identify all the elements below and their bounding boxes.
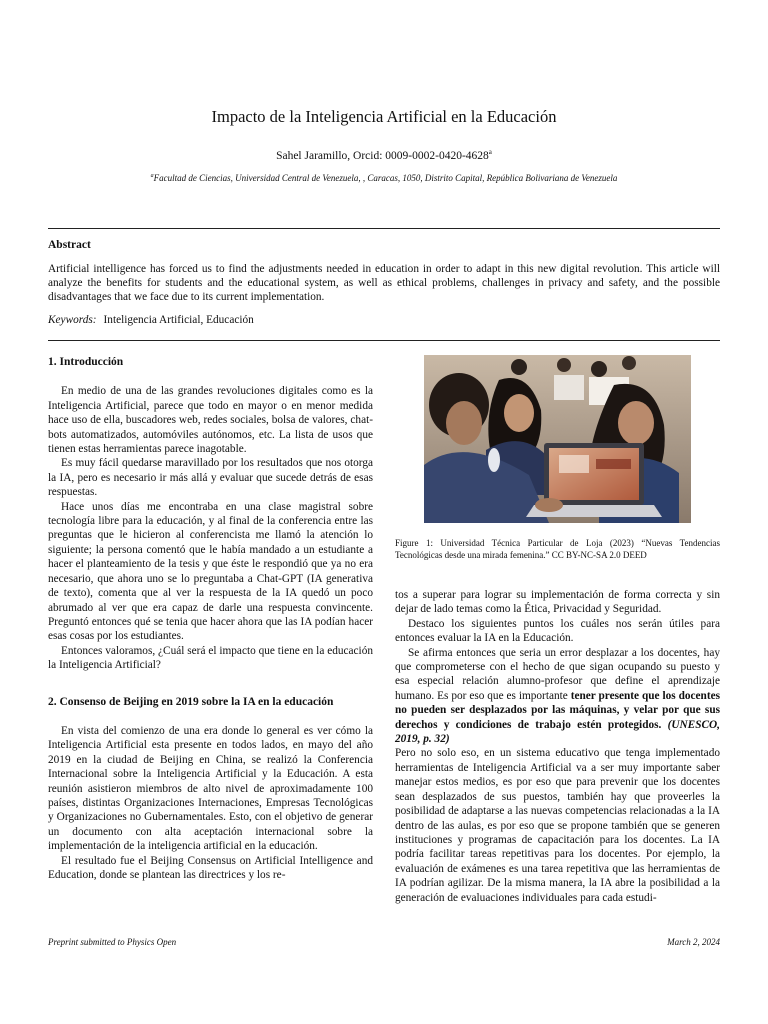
paragraph-text: Se afirma entonces que seria un error desplazar a los docentes, hay que comprometerse con el hecho de que sigan ocupando su puesto y esa especial relación alumno-profesor que define el aprendizaje humano. Es por eso que es importante bbox=[395, 646, 720, 702]
author-name: Sahel Jaramillo, Orcid: 0009-0002-0420-4628 bbox=[276, 149, 489, 162]
affiliation-superscript: a bbox=[150, 173, 154, 179]
paragraph: El resultado fue el Beijing Consensus on Artificial Intelligence and Education, donde se plantean las directrices y los re- bbox=[48, 854, 373, 881]
paragraph: En vista del comienzo de una era donde lo general es ver cómo la Inteligencia Artificial esta presente en todos lados, en mayo del año 2019 en la ciudad de Beijing en China, se realizó la Conferencia Internacional sobre la Inteligencia Artificial y la Educación. A esta reunión asistieron miembros de alto nivel de aproximadamente 100 países, distintas Organizaciones Internaciones, Empresas Tecnológicas y Organizaciones no Gubernamentales. Esto, con el objetivo de generar un documento con alta aceptación internacional sobre la implementación de la inteligencia artificial en la educación. bbox=[48, 724, 373, 853]
section-heading-beijing: 2. Consenso de Beijing en 2019 sobre la IA en la educación bbox=[48, 695, 334, 708]
keywords-text: Inteligencia Artificial, Educación bbox=[103, 314, 254, 326]
abstract-text: Artificial intelligence has forced us to find the adjustments needed in education in order to adapt in this new digital revolution. This article will analyze the benefits for students and the educational system, as well as ethical problems, challenges in privacy and safety, and the possible disadvantages that we face due to its current implementation. bbox=[48, 263, 720, 304]
paragraph: Es muy fácil quedarse maravillado por los resultados que nos otorga la IA, pero es necesario ir más allá y evaluar que sucede detrás de esas respuestas. bbox=[48, 457, 373, 499]
paragraph: Pero no solo eso, en un sistema educativo que tenga implementado herramientas de Inteligencia Artificial va a ser muy importante saber manejar estos medios, es por eso que para prevenir que los docentes sean desplazados de sus puestos, también hay que proveerles la posibilidad de adaptarse a las nuevas competencias relacionadas a la IA dentro de las aulas, es por eso que se propone también que se generen instituciones y programas de capacitación para los docentes. La IA podría facilitar tareas repetitivas para los docentes. Por ejemplo, la evaluación de exámenes es una tarea repetitiva que las herramientas de IA podrían agilizar. De la misma manera, la IA abre la posibilidad a la generación de evaluaciones individuales para cada estudi- bbox=[395, 747, 720, 904]
paragraph-quote bbox=[395, 646, 720, 747]
affiliation bbox=[0, 173, 768, 183]
paragraph: En medio de una de las grandes revoluciones digitales como es la Inteligencia Artificial, parece que todo en mayor o en menor medida hace uso de ella, buscadores web, redes sociales, bolsa de valores, chat-bots automatizados, automóviles autónomos, etc. La lista de usos que tienen estas herramientas parece inagotable. bbox=[48, 385, 373, 456]
keywords bbox=[48, 314, 254, 326]
abstract-top-rule bbox=[48, 228, 720, 229]
abstract-bottom-rule bbox=[48, 340, 720, 341]
bold-quote: tener presente que los docentes no pueden ser desplazados por las máquinas, y velar por que sus derechos y condiciones de trabajo estén protegidos. bbox=[395, 689, 720, 731]
paragraph: Hace unos días me encontraba en una clase magistral sobre tecnología libre para la educación, y al final de la conferencia entre las preguntas que le hicieron al conferencista me llamó la atención lo siguiente; la persona comentó que le había mandado a un estudiante a hacer el planteamiento de la tesis y que éste le respondió que ya no era necesario, que ahora uno se lo preguntaba a Chat-GPT (IA generativa de texto), comenta que al ver la respuesta de la IA quedó un poco abrumado al ver que era capaz de darle una respuesta convincente. Preguntó entonces qué se tenia que hacer ahora que las IA podían hacer esas cosas por los estudiantes. bbox=[48, 500, 373, 643]
abstract-heading: Abstract bbox=[48, 239, 91, 251]
author-superscript: a bbox=[488, 148, 492, 156]
paragraph: Entonces valoramos, ¿Cuál será el impacto que tiene en la educación la Inteligencia Artificial? bbox=[48, 644, 373, 672]
citation: (UNESCO, 2019, p. 32) bbox=[395, 718, 720, 746]
classroom-photo-illustration bbox=[424, 355, 691, 523]
paragraph: tos a superar para lograr su implementación de forma correcta y sin dejar de lado temas como la Ética, Privacidad y Seguridad. bbox=[395, 589, 720, 616]
right-column bbox=[395, 588, 720, 905]
footer-date: March 2, 2024 bbox=[667, 937, 720, 947]
paragraph: Destaco los siguientes puntos los cuáles nos serán útiles para entonces evaluar la IA en la Educación. bbox=[395, 617, 720, 645]
section-heading-introduccion: 1. Introducción bbox=[48, 356, 124, 368]
paper-title: Impacto de la Inteligencia Artificial en la Educación bbox=[211, 107, 557, 126]
left-column bbox=[48, 355, 373, 882]
author-line bbox=[0, 148, 768, 162]
footer-preprint: Preprint submitted to Physics Open bbox=[48, 937, 177, 947]
figure-caption: Figure 1: Universidad Técnica Particular de Loja (2023) “Nuevas Tendencias Tecnológicas desde una mirada femenina.” CC BY-NC-SA 2.0 DEED bbox=[395, 538, 720, 560]
keywords-label: Keywords: bbox=[48, 314, 97, 326]
figure-photo bbox=[424, 355, 691, 523]
affiliation-text: Facultad de Ciencias, Universidad Central de Venezuela, , Caracas, 1050, Distrito Capital, República Bolivariana de Venezuela bbox=[153, 173, 618, 183]
